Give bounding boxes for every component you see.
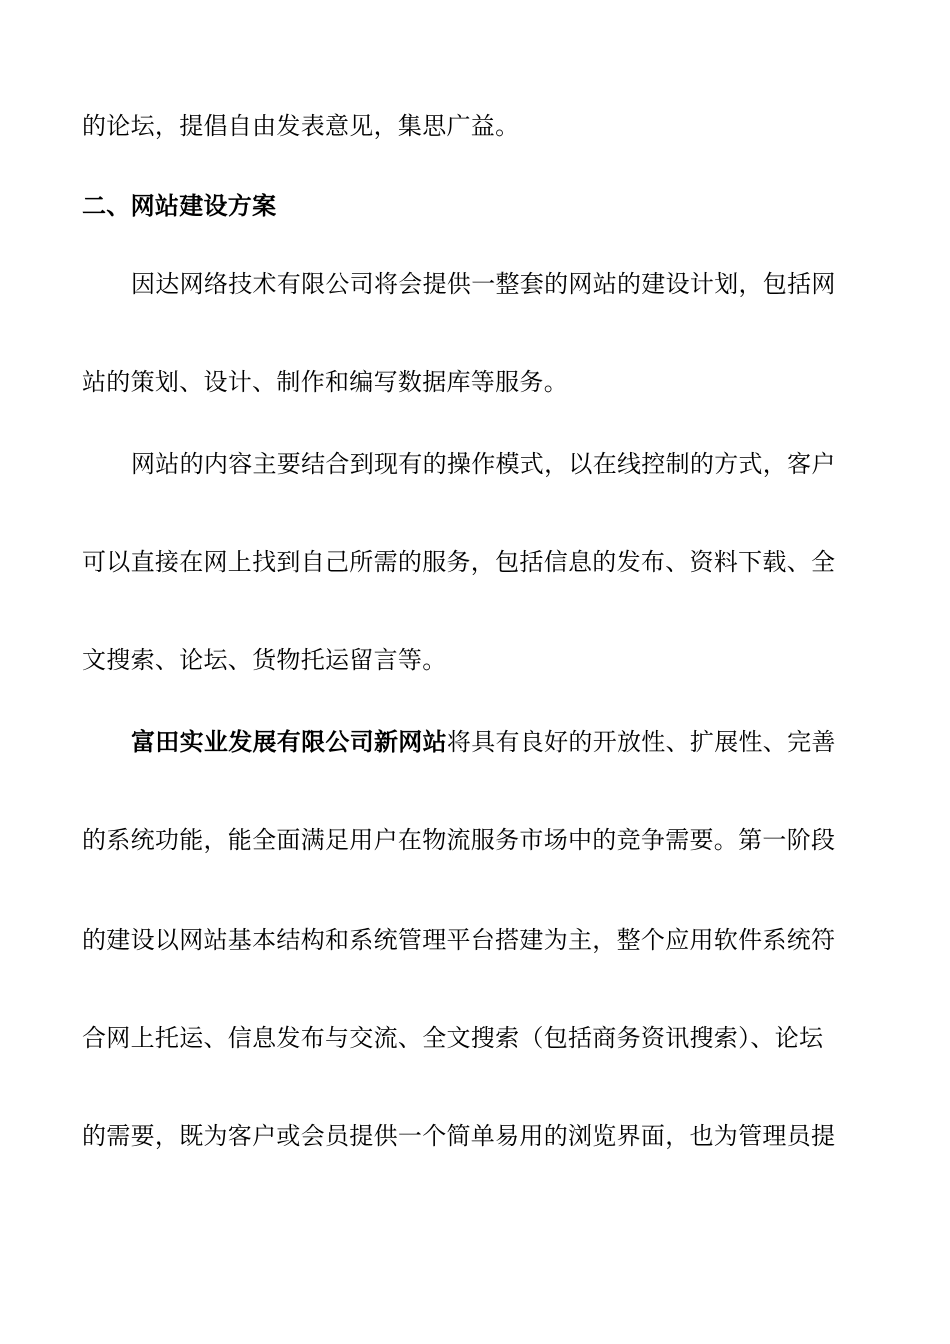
text-segment: 将具有良好的开放性、扩展性、完善 xyxy=(446,728,836,756)
text-line: 站的策划、设计、制作和编写数据库等服务。 xyxy=(82,368,568,396)
text-line: 因达网络技术有限公司将会提供一整套的网站的建设计划，包括网 xyxy=(131,270,836,298)
text-line: 网站的内容主要结合到现有的操作模式，以在线控制的方式，客户 xyxy=(131,450,836,478)
company-name: 富田实业发展有限公司新网站 xyxy=(131,727,447,756)
text-line: 的建设以网站基本结构和系统管理平台搭建为主，整个应用软件系统符 xyxy=(82,926,836,954)
text-line: 的论坛，提倡自由发表意见，集思广益。 xyxy=(82,112,520,140)
text-line: 可以直接在网上找到自己所需的服务，包括信息的发布、资料下载、全 xyxy=(82,548,836,576)
text-line: 的需要，既为客户或会员提供一个简单易用的浏览界面，也为管理员提 xyxy=(82,1122,836,1150)
text-line: 的系统功能，能全面满足用户在物流服务市场中的竞争需要。第一阶段 xyxy=(82,826,836,854)
text-line xyxy=(131,727,891,757)
text-line: 文搜索、论坛、货物托运留言等。 xyxy=(82,646,447,674)
text-line: 合网上托运、信息发布与交流、全文搜索（包括商务资讯搜索）、论坛 xyxy=(82,1024,824,1052)
section-heading: 二、网站建设方案 xyxy=(82,192,277,220)
